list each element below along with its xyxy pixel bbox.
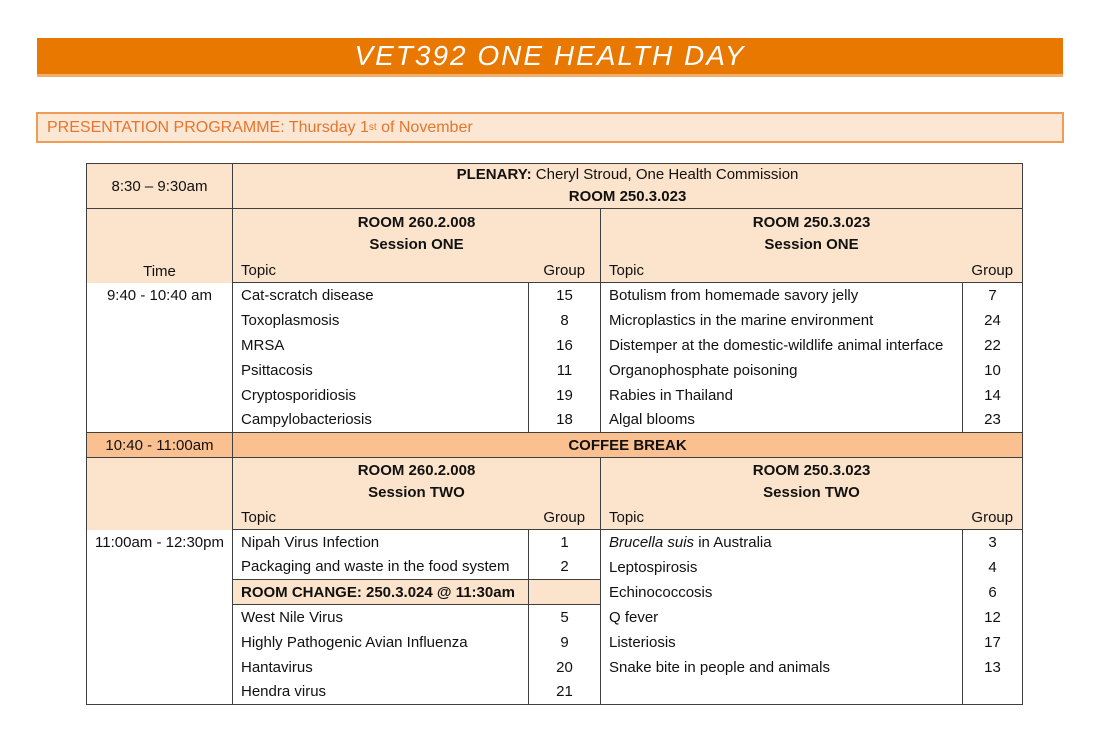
group-cell: 5: [529, 605, 601, 630]
topic-italic-part: Brucella suis: [609, 533, 695, 551]
room-label: ROOM 260.2.008: [357, 461, 476, 479]
session-one-time-cell: 9:40 - 10:40 am: [87, 283, 233, 433]
group-cell: 19: [529, 383, 601, 408]
topic-cell: Hendra virus: [233, 680, 529, 705]
group-cell: 10: [963, 358, 1023, 383]
group-cell-empty: [963, 680, 1023, 705]
session-two-room-header-row: [87, 458, 1023, 506]
group-cell: 14: [963, 383, 1023, 408]
group-cell: 3: [963, 530, 1023, 555]
topic-cell: Distemper at the domestic-wildlife animal interface: [601, 333, 963, 358]
coffee-break-cell: COFFEE BREAK: [233, 433, 1023, 458]
group-cell: 13: [963, 655, 1023, 680]
topic-cell: MRSA: [233, 333, 529, 358]
room-change-group-cell: [529, 580, 601, 605]
time-column-header: Time: [87, 209, 233, 283]
room-change-cell: ROOM CHANGE: 250.3.024 @ 11:30am: [233, 580, 529, 605]
topic-cell: Organophosphate poisoning: [601, 358, 963, 383]
table-row: [87, 530, 1023, 555]
group-cell: 7: [963, 283, 1023, 308]
group-cell: 6: [963, 580, 1023, 605]
topic-cell-empty: [601, 680, 963, 705]
topic-cell: Psittacosis: [233, 358, 529, 383]
group-cell: 17: [963, 630, 1023, 655]
group-cell: 1: [529, 530, 601, 555]
plenary-time-cell: 8:30 – 9:30am: [87, 164, 233, 209]
programme-title-prefix: PRESENTATION PROGRAMME: Thursday 1: [47, 118, 369, 136]
topic-cell: Hantavirus: [233, 655, 529, 680]
group-cell: 2: [529, 555, 601, 580]
topic-cell: West Nile Virus: [233, 605, 529, 630]
group-column-header: Group: [963, 506, 1023, 530]
group-cell: 21: [529, 680, 601, 705]
group-cell: 18: [529, 408, 601, 433]
plenary-cell: [233, 164, 1023, 209]
topic-cell: Algal blooms: [601, 408, 963, 433]
topic-cell: Highly Pathogenic Avian Influenza: [233, 630, 529, 655]
group-column-header: Group: [529, 506, 601, 530]
plenary-label: PLENARY:: [456, 166, 532, 183]
topic-column-header: Topic: [601, 259, 963, 283]
plenary-title-line: [233, 164, 1022, 186]
plenary-speaker: Cheryl Stroud, One Health Commission: [531, 166, 799, 183]
group-column-header: Group: [963, 259, 1023, 283]
topic-cell: Q fever: [601, 605, 963, 630]
topic-cell: Snake bite in people and animals: [601, 655, 963, 680]
topic-cell: Packaging and waste in the food system: [233, 555, 529, 580]
topic-column-header: Topic: [601, 506, 963, 530]
topic-cell: Botulism from homemade savory jelly: [601, 283, 963, 308]
group-cell: 8: [529, 308, 601, 333]
group-cell: 16: [529, 333, 601, 358]
session-two-left-room-header: [233, 458, 601, 506]
topic-cell: [601, 530, 963, 555]
group-cell: 9: [529, 630, 601, 655]
page-title: VET392 ONE HEALTH DAY: [354, 40, 746, 71]
title-banner: [37, 38, 1063, 77]
room-label: ROOM 260.2.008: [357, 213, 476, 231]
plenary-row: [87, 164, 1023, 209]
room-label: ROOM 250.3.023: [752, 213, 871, 231]
programme-table: [86, 163, 1023, 705]
programme-banner: PRESENTATION PROGRAMME: Thursday 1 st of November: [36, 112, 1064, 143]
group-column-header: Group: [529, 259, 601, 283]
session-one-left-room-header: [233, 209, 601, 259]
group-cell: 22: [963, 333, 1023, 358]
coffee-break-row: [87, 433, 1023, 458]
session-label: Session TWO: [763, 483, 860, 501]
group-cell: 11: [529, 358, 601, 383]
topic-regular-part: in Australia: [694, 533, 772, 551]
session-label: Session ONE: [764, 235, 859, 253]
topic-cell: Microplastics in the marine environment: [601, 308, 963, 333]
programme-title-suffix: of November: [376, 118, 473, 136]
group-cell: 20: [529, 655, 601, 680]
topic-cell: Listeriosis: [601, 630, 963, 655]
topic-cell: Toxoplasmosis: [233, 308, 529, 333]
topic-cell: Campylobacteriosis: [233, 408, 529, 433]
group-cell: 23: [963, 408, 1023, 433]
schedule-table: [86, 163, 1023, 705]
session-label: Session ONE: [369, 235, 464, 253]
session-one-right-room-header: [601, 209, 1023, 259]
room-label: ROOM 250.3.023: [752, 461, 871, 479]
group-cell: 24: [963, 308, 1023, 333]
coffee-break-time-cell: 10:40 - 11:00am: [87, 433, 233, 458]
plenary-room: ROOM 250.3.023: [568, 188, 687, 205]
session-two-time-cell: 11:00am - 12:30pm: [87, 530, 233, 705]
session-two-time-header-cell: [87, 458, 233, 530]
group-cell: 12: [963, 605, 1023, 630]
session-one-room-header-row: [87, 209, 1023, 259]
topic-cell: Cryptosporidiosis: [233, 383, 529, 408]
topic-cell: Nipah Virus Infection: [233, 530, 529, 555]
topic-cell: Echinococcosis: [601, 580, 963, 605]
session-label: Session TWO: [368, 483, 465, 501]
group-cell: 4: [963, 555, 1023, 580]
group-cell: 15: [529, 283, 601, 308]
session-two-right-room-header: [601, 458, 1023, 506]
topic-cell: Rabies in Thailand: [601, 383, 963, 408]
table-row: [87, 283, 1023, 308]
topic-column-header: Topic: [233, 259, 529, 283]
topic-column-header: Topic: [233, 506, 529, 530]
topic-cell: Leptospirosis: [601, 555, 963, 580]
topic-cell: Cat-scratch disease: [233, 283, 529, 308]
